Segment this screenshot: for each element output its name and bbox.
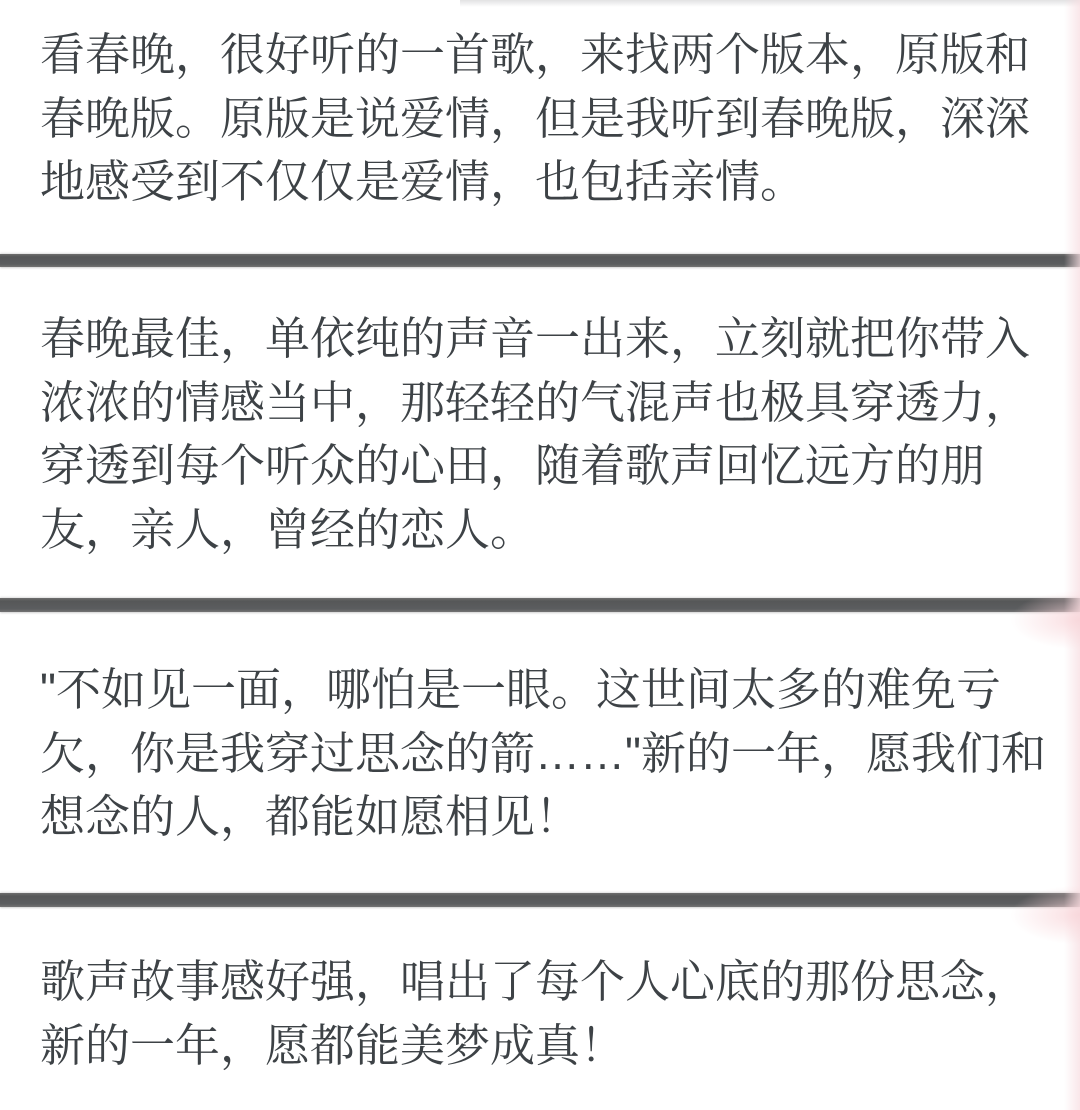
comment-line: 欠，你是我穿过思念的箭……"新的一年，愿我们和: [40, 727, 1046, 779]
section-divider: [0, 598, 1080, 612]
section-divider: [0, 893, 1080, 907]
comment-block-4: [40, 950, 1050, 1077]
comment-block-3: [40, 658, 1050, 849]
section-divider: [0, 254, 1080, 267]
comment-line: 新的一年，愿都能美梦成真！: [40, 1019, 626, 1071]
comment-line: 春晚最佳，单依纯的声音一出来，立刻就把你带入: [40, 313, 1031, 364]
comment-line: 地感受到不仅仅是爱情，也包括亲情。: [40, 156, 806, 207]
comment-block-2: [40, 307, 1050, 561]
comment-block-1: [40, 23, 1050, 214]
right-edge-pink-tint: [1064, 0, 1080, 1110]
top-edge-artifact: [460, 0, 1080, 7]
comment-line: 看春晚，很好听的一首歌，来找两个版本，原版和: [40, 29, 1031, 80]
comment-line: "不如见一面，哪怕是一眼。这世间太多的难免亏: [40, 664, 1001, 715]
comment-line: 友，亲人，曾经的恋人。: [40, 503, 536, 555]
comment-line: 穿透到每个听众的心田，随着歌声回忆远方的朋: [40, 440, 986, 491]
comment-line: 春晚版。原版是说爱情，但是我听到春晚版，深深: [40, 92, 1031, 144]
comment-line: 浓浓的情感当中，那轻轻的气混声也极具穿透力，: [40, 376, 1031, 428]
comment-line: 想念的人，都能如愿相见！: [40, 791, 581, 842]
comment-line: 歌声故事感好强，唱出了每个人心底的那份思念，: [40, 956, 1031, 1007]
